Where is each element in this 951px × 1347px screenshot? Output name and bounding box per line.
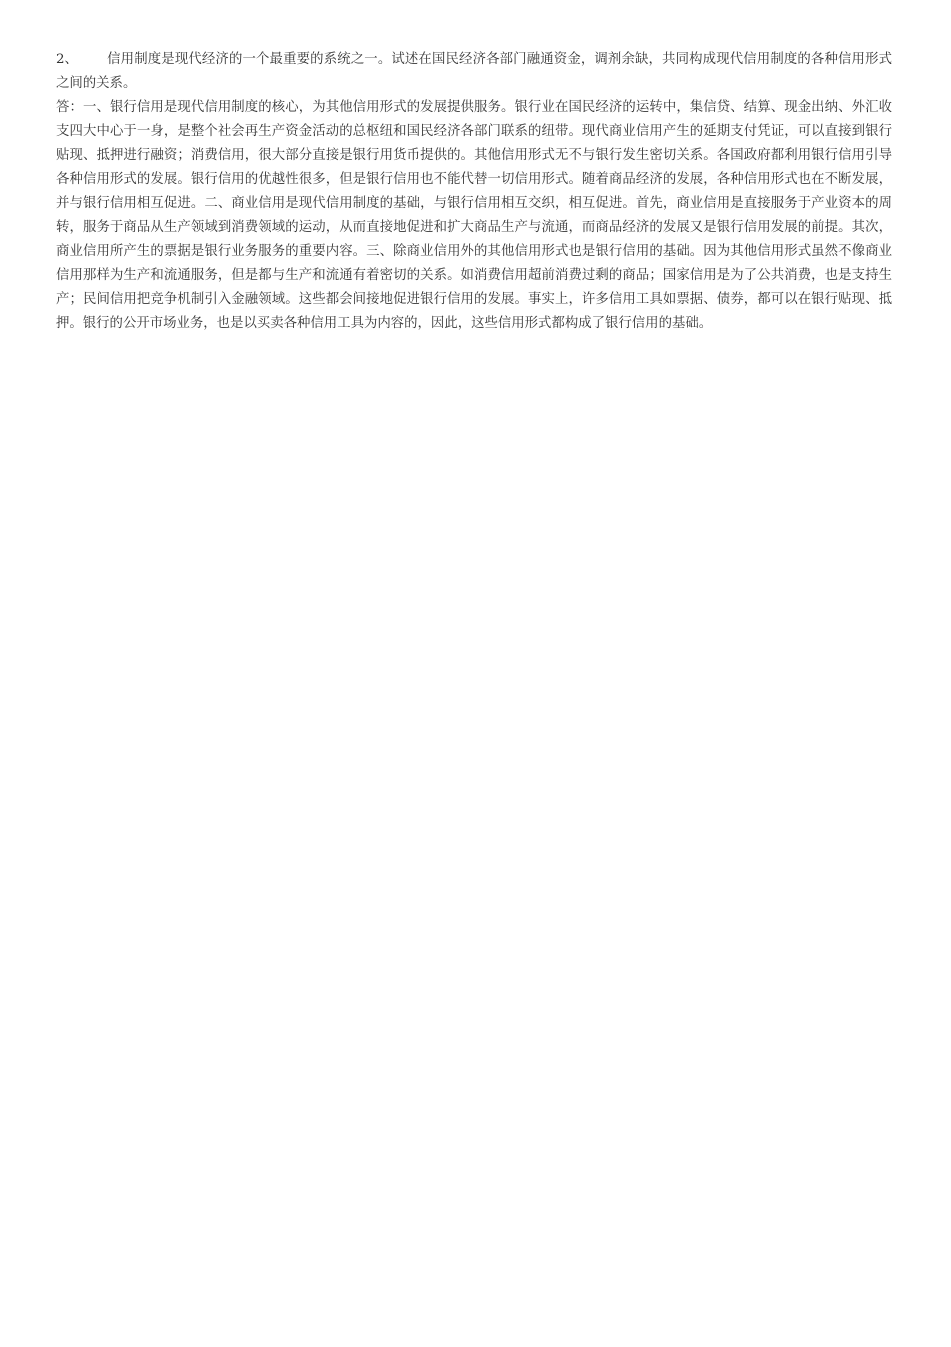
question-text: 信用制度是现代经济的一个最重要的系统之一。试述在国民经济各部门融通资金，调剂余缺，共同构成现代信用制度的各种信用形式之间的关系。 <box>56 52 892 91</box>
question-number: 2、 <box>56 52 78 67</box>
document-page <box>56 48 892 336</box>
question-paragraph <box>56 48 892 96</box>
answer-paragraph: 答：一、银行信用是现代信用制度的核心，为其他信用形式的发展提供服务。银行业在国民经济的运转中，集信贷、结算、现金出纳、外汇收支四大中心于一身，是整个社会再生产资金活动的总枢纽和国民经济各部门联系的纽带。现代商业信用产生的延期支付凭证，可以直接到银行贴现、抵押进行融资；消费信用，很大部分直接是银行用货币提供的。其他信用形式无不与银行发生密切关系。各国政府都利用银行信用引导各种信用形式的发展。银行信用的优越性很多，但是银行信用也不能代替一切信用形式。随着商品经济的发展，各种信用形式也在不断发展，并与银行信用相互促进。二、商业信用是现代信用制度的基础，与银行信用相互交织，相互促进。首先，商业信用是直接服务于产业资本的周转，服务于商品从生产领域到消费领域的运动，从而直接地促进和扩大商品生产与流通，而商品经济的发展又是银行信用发展的前提。其次，商业信用所产生的票据是银行业务服务的重要内容。三、除商业信用外的其他信用形式也是银行信用的基础。因为其他信用形式虽然不像商业信用那样为生产和流通服务，但是都与生产和流通有着密切的关系。如消费信用超前消费过剩的商品；国家信用是为了公共消费，也是支持生产；民间信用把竞争机制引入金融领域。这些都会间接地促进银行信用的发展。事实上，许多信用工具如票据、债券，都可以在银行贴现、抵押。银行的公开市场业务，也是以买卖各种信用工具为内容的，因此，这些信用形式都构成了银行信用的基础。 <box>56 100 892 331</box>
